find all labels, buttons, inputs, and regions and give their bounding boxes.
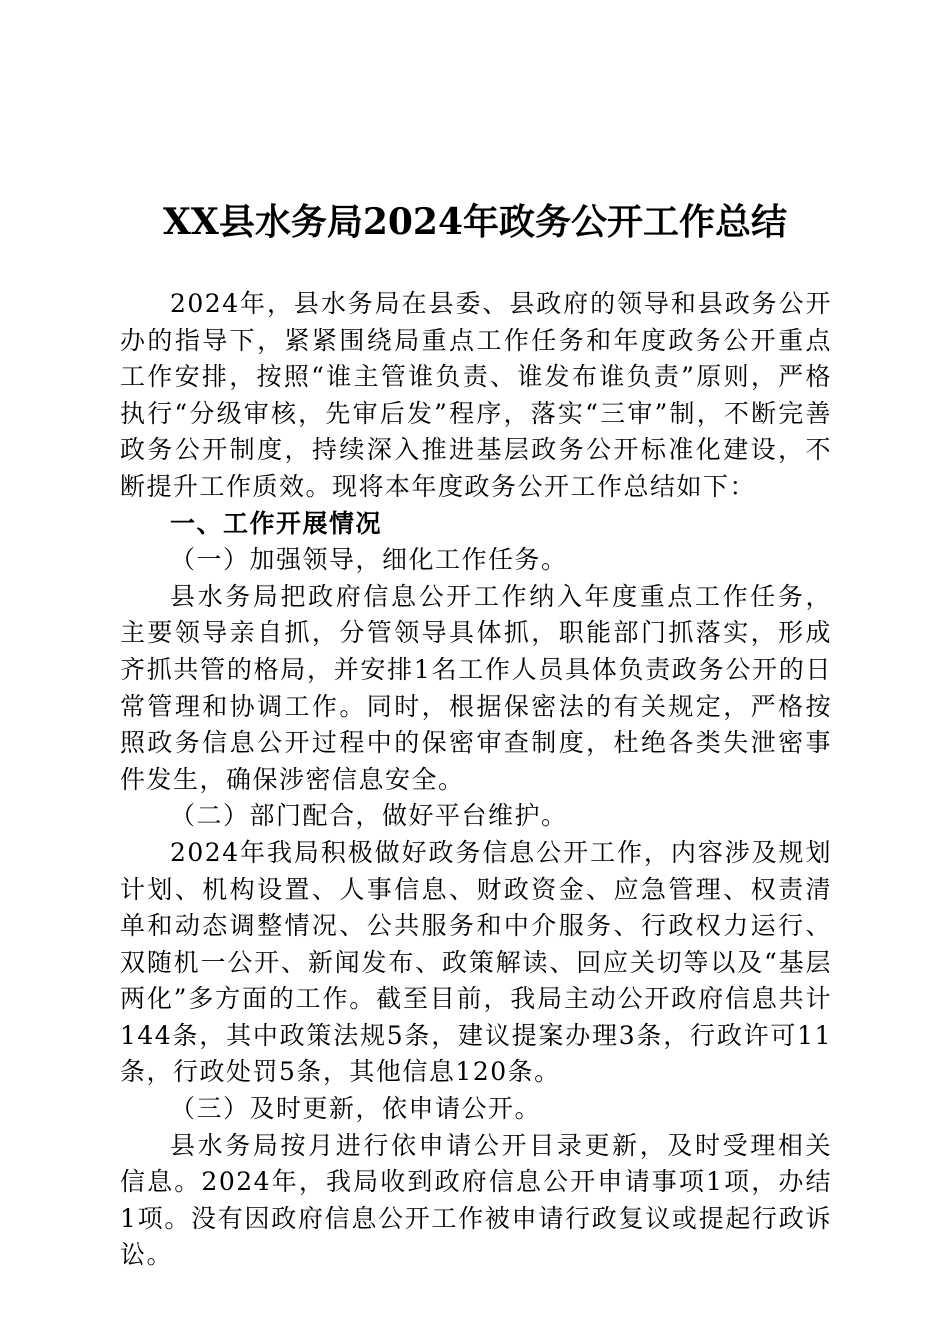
intro-paragraph: 2024年，县水务局在县委、县政府的领导和县政务公开办的指导下，紧紧围绕局重点工作任务和年度政务公开重点工作安排，按照“谁主管谁负责、谁发布谁负责”原则，严格执行“分级审核，先审后发”程序，落实“三审”制，不断完善政务公开制度，持续深入推进基层政务公开标准化建设，不断提升工作质效。现将本年度政务公开工作总结如下：: [120, 289, 832, 501]
subsection-paragraph-2: 2024年我局积极做好政务信息公开工作，内容涉及规划计划、机构设置、人事信息、财政资金、应急管理、权责清单和动态调整情况、公共服务和中介服务、行政权力运行、双随机一公开、新闻发布、政策解读、回应关切等以及“基层两化”多方面的工作。截至目前，我局主动公开政府信息共计144条，其中政策法规5条，建议提案办理3条，行政许可11条，行政处罚5条，其他信息120条。: [120, 837, 832, 1087]
document-body: [120, 286, 832, 1274]
subsection-paragraph-3: 县水务局按月进行依申请公开目录更新，及时受理相关信息。2024年，我局收到政府信息公开申请事项1项，办结1项。没有因政府信息公开工作被申请行政复议或提起行政诉讼。: [120, 1130, 832, 1270]
subsection-heading-1: （一）加强领导，细化工作任务。: [170, 545, 568, 575]
document-title: XX县水务局2024年政务公开工作总结: [162, 201, 788, 243]
subsection-paragraph-1: 县水务局把政府信息公开工作纳入年度重点工作任务，主要领导亲自抓，分管领导具体抓，职能部门抓落实，形成齐抓共管的格局，并安排1名工作人员具体负责政务公开的日常管理和协调工作。同时，根据保密法的有关规定，严格按照政务信息公开过程中的保密审查制度，杜绝各类失泄密事件发生，确保涉密信息安全。: [120, 581, 832, 794]
subsection-heading-2: （二）部门配合，做好平台维护。: [170, 801, 568, 831]
subsection-heading-3: （三）及时更新，依申请公开。: [170, 1094, 542, 1124]
section-heading-1: 一、工作开展情况: [170, 508, 383, 538]
